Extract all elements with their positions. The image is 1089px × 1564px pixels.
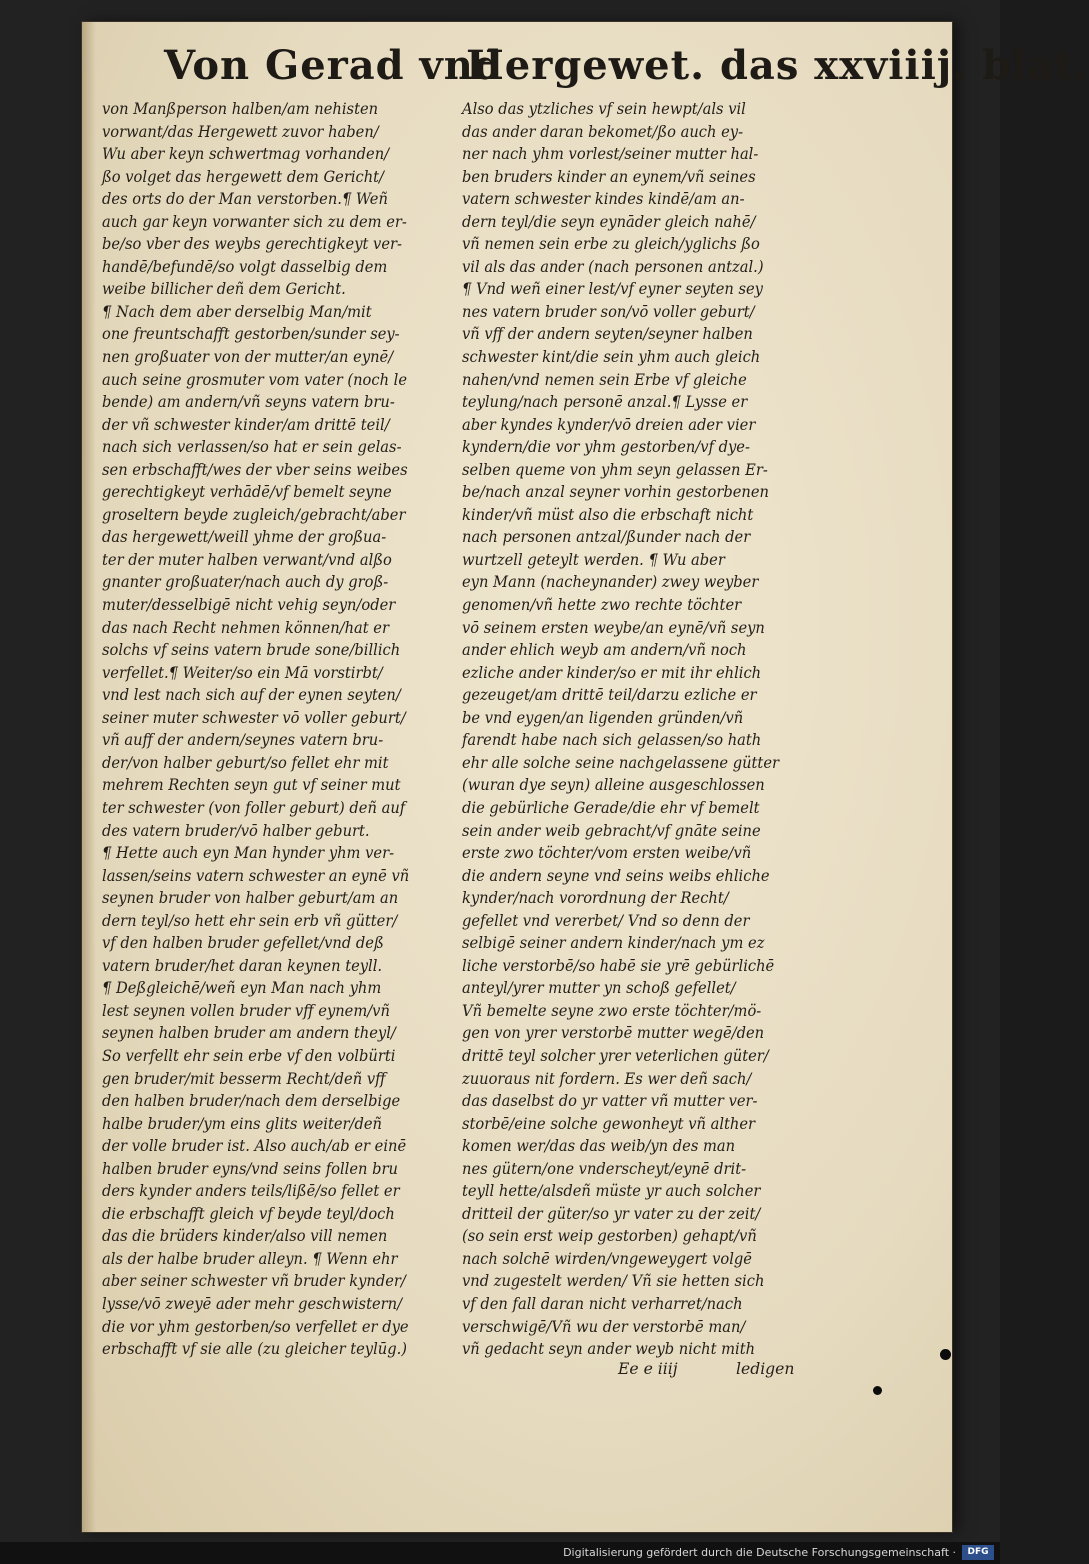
text-line: seynen halben bruder am andern theyl/ — [102, 1024, 396, 1043]
text-line: vñ nemen sein erbe zu gleich/yglichs ßo — [462, 235, 760, 254]
text-line: ner nach yhm vorlest/seiner mutter hal- — [462, 145, 759, 164]
text-column-left — [102, 98, 474, 1361]
text-line: (wuran dye seyn) alleine ausgeschlossen — [462, 776, 765, 795]
text-line: be/nach anzal seyner vorhin gestorbenen — [462, 483, 769, 502]
catchword: ledigen — [736, 1360, 795, 1378]
text-line: gnanter großuater/nach auch dy groß- — [102, 573, 389, 592]
binding-hole-icon — [873, 1386, 882, 1395]
text-line: die vor yhm gestorben/so verfellet er dye — [102, 1317, 409, 1336]
text-line: selbigē seiner andern kinder/nach ym ez — [462, 934, 765, 953]
text-line: ter schwester (von foller geburt) deñ auf — [102, 798, 406, 817]
text-line: groseltern beyde zugleich/gebracht/aber — [102, 505, 406, 524]
text-line: erste zwo töchter/vom ersten weibe/vñ — [462, 844, 752, 863]
dfg-logo: DFG — [962, 1545, 994, 1560]
text-line: be/so vber des weybs gerechtigkeyt ver- — [102, 235, 402, 254]
text-line: kyndern/die vor yhm gestorben/vf dye- — [462, 438, 750, 457]
funding-credit: Digitalisierung gefördert durch die Deutsche Forschungsgemeinschaft · — [563, 1546, 956, 1559]
text-line: halbe bruder/ym eins glits weiter/deñ — [102, 1114, 383, 1133]
text-line: Also das ytzliches vf sein hewpt/als vil — [462, 100, 746, 118]
text-line: verschwigē/Vñ wu der verstorbē man/ — [462, 1317, 746, 1336]
text-line: auch seine grosmuter vom vater (noch le — [102, 370, 408, 389]
running-head — [160, 42, 1089, 102]
text-line: genomen/vñ hette zwo rechte töchter — [462, 596, 742, 615]
text-line: verfellet.¶ Weiter/so ein Mā vorstirbt/ — [102, 663, 383, 682]
text-line: erbschafft vf sie alle (zu gleicher teylūg.) — [102, 1340, 407, 1359]
text-line: vñ gedacht seyn ander weyb nicht mith — [462, 1340, 756, 1359]
text-line: ders kynder anders teils/lißē/so fellet er — [102, 1182, 400, 1201]
text-line: ¶ Hette auch eyn Man hynder yhm ver- — [102, 844, 395, 863]
text-line: der volle bruder ist. Also auch/ab er einē — [102, 1137, 407, 1156]
text-line: storbē/eine solche gewonheyt vñ alther — [462, 1114, 756, 1133]
text-line: auch gar keyn vorwanter sich zu dem er- — [102, 212, 407, 231]
text-line: komen wer/das das weib/yn des man — [462, 1137, 736, 1156]
text-line: mehrem Rechten seyn gut vf seiner mut — [102, 776, 401, 795]
running-head-left: Von Gerad vnd — [164, 42, 503, 89]
text-line: das die brüders kinder/also vill nemen — [102, 1227, 388, 1246]
text-line: vñ vff der andern seyten/seyner halben — [462, 325, 753, 344]
text-line: ¶ Nach dem aber derselbig Man/mit — [102, 302, 372, 321]
text-line: sen erbschafft/wes der vber seins weibes — [102, 460, 408, 479]
text-line: gen bruder/mit besserm Recht/deñ vff — [102, 1069, 386, 1088]
text-line: gefellet vnd vererbet/ Vnd so denn der — [462, 911, 750, 930]
text-line: aber kyndes kynder/vō dreien ader vier — [462, 415, 756, 434]
text-line: sein ander weib gebracht/vf gnāte seine — [462, 821, 761, 840]
footer-bar — [0, 1542, 1000, 1564]
text-line: ezliche ander kinder/so er mit ihr ehlich — [462, 663, 762, 682]
text-line: nes gütern/one vnderscheyt/eynē drit- — [462, 1159, 747, 1178]
text-line: (so sein erst weip gestorben) gehapt/vñ — [462, 1227, 757, 1246]
text-line: vatern bruder/het daran keynen teyll. — [102, 956, 383, 975]
text-line: gezeuget/am drittē teil/darzu ezliche er — [462, 686, 757, 705]
text-line: die erbschafft gleich vf beyde teyl/doch — [102, 1204, 395, 1223]
text-line: den halben bruder/nach dem derselbige — [102, 1092, 401, 1111]
text-line: Wu aber keyn schwertmag vorhanden/ — [102, 145, 390, 164]
text-line: vil als das ander (nach personen antzal.) — [462, 257, 764, 276]
text-line: one freuntschafft gestorben/sunder sey- — [102, 325, 400, 344]
text-line: eyn Mann (nacheynander) zwey weyber — [462, 573, 759, 592]
running-head-right: Hergewet. das xxviiij. blat. — [466, 42, 1089, 89]
text-line: bende) am andern/vñ seyns vatern bru- — [102, 393, 395, 412]
text-line: seiner muter schwester vō voller geburt/ — [102, 708, 406, 727]
page-gutter-shadow — [82, 22, 96, 1532]
text-line: nes vatern bruder son/vō voller geburt/ — [462, 302, 755, 321]
text-line: anteyl/yrer mutter yn schoß gefellet/ — [462, 979, 736, 998]
text-line: lysse/vō zweyē ader mehr geschwistern/ — [102, 1294, 403, 1313]
text-line: die andern seyne vnd seins weibs ehliche — [462, 866, 770, 885]
text-line: solchs vf seins vatern brude sone/billich — [102, 641, 401, 660]
text-line: halben bruder eyns/vnd seins follen bru — [102, 1159, 398, 1178]
text-line: ander ehlich weyb am andern/vñ noch — [462, 641, 747, 660]
text-line: des orts do der Man verstorben.¶ Weñ — [102, 190, 388, 209]
text-line: wurtzell geteylt werden. ¶ Wu aber — [462, 550, 725, 569]
text-line: ¶ Vnd weñ einer lest/vf eyner seyten sey — [462, 280, 763, 299]
text-line: der vñ schwester kinder/am drittē teil/ — [102, 415, 390, 434]
text-line: aber seiner schwester vñ bruder kynder/ — [102, 1272, 406, 1291]
text-line: nach solchē wirden/vngeweygert volgē — [462, 1249, 752, 1268]
text-line: weibe billicher deñ dem Gericht. — [102, 280, 346, 299]
text-line: ehr alle solche seine nachgelassene gütter — [462, 753, 780, 772]
text-line: seynen bruder von halber geburt/am an — [102, 889, 399, 908]
text-line: vnd zugestelt werden/ Vñ sie hetten sich — [462, 1272, 765, 1291]
text-line: gen von yrer verstorbē mutter wegē/den — [462, 1024, 765, 1043]
text-line: ben bruders kinder an eynem/vñ seines — [462, 167, 756, 186]
text-line: als der halbe bruder alleyn. ¶ Wenn ehr — [102, 1249, 398, 1268]
text-line: ter der muter halben verwant/vnd alßo — [102, 550, 392, 569]
text-line: gerechtigkeyt verhādē/vf bemelt seyne — [102, 483, 392, 502]
text-line: vf den fall daran nicht verharret/nach — [462, 1294, 743, 1313]
text-line: teylung/nach personē anzal.¶ Lysse er — [462, 393, 748, 412]
text-line: vñ auff der andern/seynes vatern bru- — [102, 731, 384, 750]
text-line: schwester kint/die sein yhm auch gleich — [462, 348, 761, 367]
text-line: das nach Recht nehmen können/hat er — [102, 618, 389, 637]
text-line: kynder/nach vorordnung der Recht/ — [462, 889, 729, 908]
text-line: muter/desselbigē nicht vehig seyn/oder — [102, 596, 396, 615]
catchword-line — [618, 1360, 818, 1384]
text-line: nahen/vnd nemen sein Erbe vf gleiche — [462, 370, 747, 389]
text-line: dern teyl/die seyn eynāder gleich nahē/ — [462, 212, 756, 231]
text-line: vatern schwester kindes kindē/am an- — [462, 190, 745, 209]
text-line: nach sich verlassen/so hat er sein gelas- — [102, 438, 402, 457]
text-line: drittē teyl solcher yrer veterlichen güter/ — [462, 1046, 769, 1065]
text-line: dritteil der güter/so yr vater zu der zeit/ — [462, 1204, 761, 1223]
text-line: vf den halben bruder gefellet/vnd deß — [102, 934, 384, 953]
text-line: Vñ bemelte seyne zwo erste töchter/mö- — [462, 1001, 762, 1020]
text-line: der/von halber geburt/so fellet ehr mit — [102, 753, 389, 772]
text-line: das ander daran bekomet/ßo auch ey- — [462, 122, 744, 141]
text-line: ¶ Deßgleichē/weñ eyn Man nach yhm — [102, 979, 382, 998]
text-line: nen großuater von der mutter/an eynē/ — [102, 348, 394, 367]
text-line: farendt habe nach sich gelassen/so hath — [462, 731, 762, 750]
text-line: lest seynen vollen bruder vff eynem/vñ — [102, 1001, 390, 1020]
text-line: selben queme von yhm seyn gelassen Er- — [462, 460, 768, 479]
text-line: von Manßperson halben/am nehisten — [102, 100, 379, 118]
text-column-right — [462, 98, 834, 1361]
text-line: liche verstorbē/so habē sie yrē gebürlichē — [462, 956, 775, 975]
text-line: So verfellt ehr sein erbe vf den volbürti — [102, 1046, 396, 1065]
text-line: nach personen antzal/ßunder nach der — [462, 528, 751, 547]
text-line: das hergewett/weill yhme der großua- — [102, 528, 387, 547]
text-line: vō seinem ersten weybe/an eynē/vñ seyn — [462, 618, 765, 637]
text-line: handē/befundē/so volgt dasselbig dem — [102, 257, 388, 276]
text-line: ßo volget das hergewett dem Gericht/ — [102, 167, 384, 186]
text-line: kinder/vñ müst also die erbschaft nicht — [462, 505, 754, 524]
text-line: be vnd eygen/an ligenden gründen/vñ — [462, 708, 744, 727]
text-line: das daselbst do yr vatter vñ mutter ver- — [462, 1092, 758, 1111]
text-line: dern teyl/so hett ehr sein erb vñ gütter/ — [102, 911, 398, 930]
text-line: die gebürliche Gerade/die ehr vf bemelt — [462, 798, 760, 817]
text-line: lassen/seins vatern schwester an eynē vñ — [102, 866, 410, 885]
text-line: des vatern bruder/vō halber geburt. — [102, 821, 370, 840]
text-line: zuuoraus nit fordern. Es wer deñ sach/ — [462, 1069, 752, 1088]
text-line: teyll hette/alsdeñ müste yr auch solcher — [462, 1182, 761, 1201]
text-line: vorwant/das Hergewett zuvor haben/ — [102, 122, 379, 141]
signature-mark: Ee e iiij — [618, 1360, 678, 1378]
binding-hole-icon — [940, 1349, 951, 1360]
text-line: vnd lest nach sich auf der eynen seyten/ — [102, 686, 401, 705]
